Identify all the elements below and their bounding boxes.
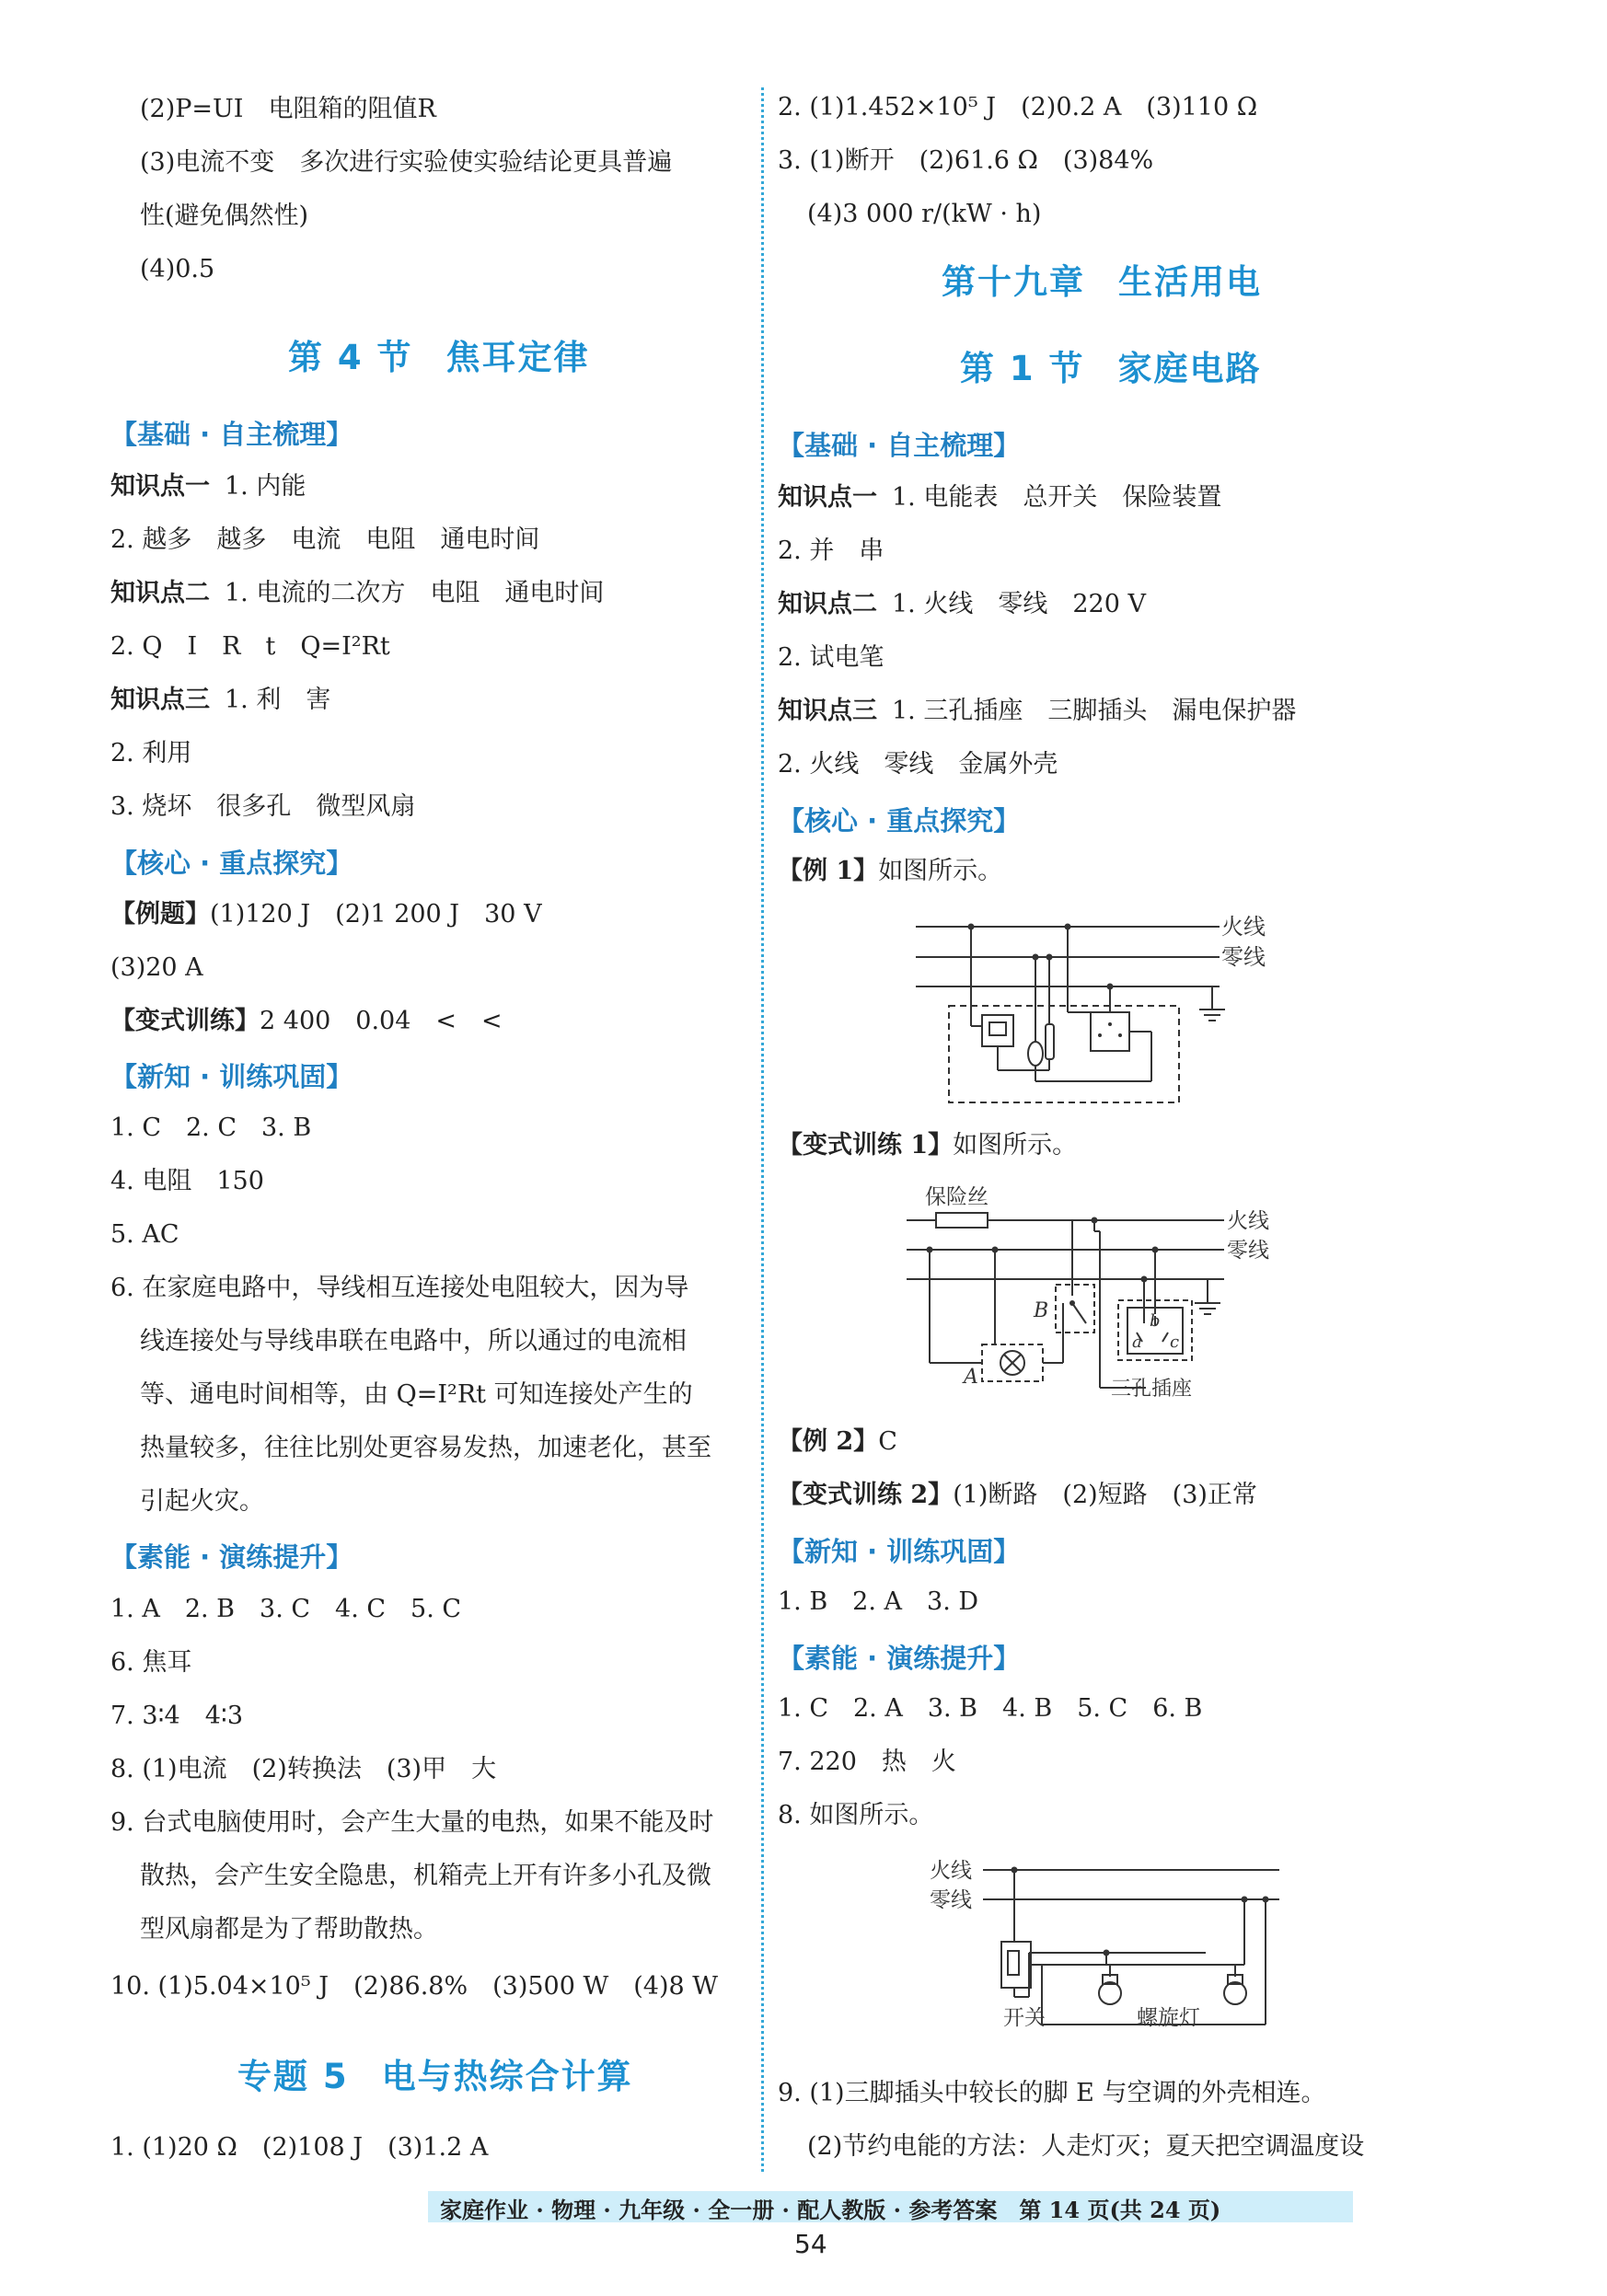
example-line (778, 1128, 1077, 1163)
section-name: 焦耳定律 (445, 338, 590, 377)
label-luoxuandeng: 螺旋灯 (1137, 2006, 1200, 2030)
answer-line: 等、通电时间相等，由 Q=I²Rt 可知连接处产生的 (140, 1380, 693, 1409)
example-text: 2 400 0.04 < < (260, 1007, 503, 1035)
chapter-title (942, 254, 1262, 304)
kp-text: 1. 利 害 (225, 686, 331, 714)
heading-jichu: 【基础 · 自主梳理】 (110, 419, 353, 450)
example-line (778, 854, 1002, 889)
answer-line: 2. Q I R t Q=I²Rt (110, 632, 390, 661)
answer-line: 9. (1)三脚插头中较长的脚 E 与空调的外壳相连。 (778, 2079, 1326, 2107)
answer-line: 6. 焦耳 (110, 1648, 192, 1677)
example-label: 【例 1】 (778, 857, 879, 885)
chapter-number: 第十九章 (942, 262, 1085, 302)
answer-line: 2. (1)1.452×10⁵ J (2)0.2 A (3)110 Ω (778, 93, 1258, 121)
answer-line: 5. AC (110, 1220, 179, 1249)
heading-xinzhi: 【新知 · 训练巩固】 (110, 1061, 353, 1092)
section-name: 家庭电路 (1117, 349, 1262, 388)
example-label: 【变式训练 1】 (778, 1131, 954, 1160)
answer-line: 10. (1)5.04×10⁵ J (2)86.8% (3)500 W (4)8 W (110, 1972, 718, 2001)
kp-label: 知识点一 (778, 483, 877, 512)
heading-suneng: 【素能 · 演练提升】 (110, 1541, 353, 1573)
section-title (960, 340, 1262, 390)
knowledge-point (110, 469, 306, 504)
answer-line: 1. (1)20 Ω (2)108 J (3)1.2 A (110, 2133, 489, 2162)
answer-line: 型风扇都是为了帮助散热。 (140, 1915, 438, 1944)
example-line (110, 897, 542, 932)
circuit-diagram-q8 (930, 1850, 1316, 2043)
label-b: b (1150, 1311, 1161, 1331)
topic-number: 专题 5 (237, 2057, 349, 2096)
answer-line: (3)20 A (110, 953, 203, 982)
example-text: (1)120 J (2)1 200 J 30 V (210, 900, 542, 929)
kp-text: 1. 火线 零线 220 V (892, 590, 1146, 618)
answer-line: 引起火灾。 (140, 1487, 264, 1516)
section-number: 第 4 节 (288, 338, 413, 377)
kp-label: 知识点二 (110, 579, 210, 607)
example-text: C (878, 1427, 897, 1456)
label-huoxian: 火线 (1227, 1209, 1269, 1233)
answer-line: 3. (1)断开 (2)61.6 Ω (3)84% (778, 146, 1154, 175)
answer-line: 6. 在家庭电路中，导线相互连接处电阻较大，因为导 (110, 1274, 689, 1302)
knowledge-point (778, 587, 1146, 622)
page-number: 54 (794, 2229, 827, 2259)
answer-line: 3. 烧坏 很多孔 微型风扇 (110, 792, 416, 821)
label-baoxiansi: 保险丝 (925, 1185, 988, 1209)
answer-line: 7. 220 热 火 (778, 1748, 956, 1776)
answer-line: 9. 台式电脑使用时，会产生大量的电热，如果不能及时 (110, 1808, 714, 1837)
topic-name: 电与热综合计算 (381, 2057, 633, 2096)
heading-jichu: 【基础 · 自主梳理】 (778, 430, 1021, 461)
answer-line: 1. C 2. C 3. B (110, 1113, 312, 1142)
knowledge-point (110, 683, 330, 718)
heading-hexin: 【核心 · 重点探究】 (778, 805, 1021, 836)
kp-label: 知识点二 (778, 590, 877, 618)
kp-label: 知识点三 (778, 697, 877, 725)
answer-line: (2)P=UI 电阻箱的阻值R (140, 95, 436, 123)
answer-line: 2. 火线 零线 金属外壳 (778, 750, 1058, 779)
answer-line: 散热，会产生安全隐患，机箱壳上开有许多小孔及微 (140, 1862, 711, 1890)
circuit-diagram-variant1 (907, 1176, 1293, 1406)
answer-line: 7. 3∶4 4∶3 (110, 1702, 244, 1730)
answer-line: 2. 并 串 (778, 537, 884, 565)
heading-xinzhi: 【新知 · 训练巩固】 (778, 1536, 1021, 1567)
knowledge-point (778, 694, 1296, 729)
example-line (778, 1425, 897, 1460)
knowledge-point (778, 480, 1221, 515)
answer-line: 线连接处与导线串联在电路中，所以通过的电流相 (140, 1327, 687, 1356)
section-number: 第 1 节 (960, 349, 1085, 388)
label-kaiguan: 开关 (1003, 2006, 1046, 2030)
topic-title (237, 2048, 633, 2098)
answer-line: (2)节约电能的方法：人走灯灭；夏天把空调温度设 (807, 2132, 1365, 2161)
example-label: 【变式训练】 (110, 1007, 260, 1035)
label-a: a (1132, 1333, 1142, 1352)
kp-text: 1. 三孔插座 三脚插头 漏电保护器 (892, 697, 1297, 725)
answer-line: (3)电流不变 多次进行实验使实验结论更具普遍 (140, 148, 673, 177)
answer-line: 2. 越多 越多 电流 电阻 通电时间 (110, 525, 540, 554)
heading-hexin: 【核心 · 重点探究】 (110, 848, 353, 879)
kp-text: 1. 电流的二次方 电阻 通电时间 (225, 579, 605, 607)
example-line (110, 1004, 503, 1039)
kp-label: 知识点一 (110, 472, 210, 501)
heading-suneng: 【素能 · 演练提升】 (778, 1643, 1021, 1674)
answer-line: (4)0.5 (140, 255, 215, 283)
label-sankong: 三孔插座 (1111, 1378, 1193, 1401)
answer-line: 热量较多，往往比别处更容易发热，加速老化，甚至 (140, 1434, 711, 1462)
label-c: c (1170, 1333, 1180, 1352)
answer-line: 8. (1)电流 (2)转换法 (3)甲 大 (110, 1755, 497, 1783)
example-line (778, 1478, 1257, 1513)
label-huoxian: 火线 (930, 1859, 972, 1883)
label-B: B (1034, 1299, 1049, 1322)
label-lingxian: 零线 (1227, 1239, 1269, 1263)
kp-label: 知识点三 (110, 686, 210, 714)
answer-line: 2. 利用 (110, 739, 192, 767)
answer-line: 8. 如图所示。 (778, 1801, 934, 1829)
answer-line: 1. A 2. B 3. C 4. C 5. C (110, 1595, 462, 1623)
label-lingxian: 零线 (1221, 944, 1266, 970)
circuit-diagram-example1 (916, 906, 1266, 1109)
answer-line: 1. B 2. A 3. D (778, 1587, 979, 1616)
chapter-name: 生活用电 (1118, 262, 1262, 302)
label-A: A (964, 1366, 978, 1389)
example-label: 【例题】 (110, 900, 210, 929)
knowledge-point (110, 576, 604, 611)
example-label: 【例 2】 (778, 1427, 879, 1456)
example-text: 如图所示。 (953, 1131, 1078, 1160)
example-text: (1)断路 (2)短路 (3)正常 (953, 1481, 1257, 1509)
answer-line: 4. 电阻 150 (110, 1167, 264, 1195)
footer-text: 家庭作业 · 物理 · 九年级 · 全一册 · 配人教版 · 参考答案 第 14 页(共 24 页) (440, 2197, 1221, 2223)
example-text: 如图所示。 (878, 857, 1003, 885)
kp-text: 1. 电能表 总开关 保险装置 (892, 483, 1222, 512)
answer-line: (4)3 000 r/(kW · h) (807, 200, 1042, 228)
label-huoxian: 火线 (1221, 914, 1266, 940)
answer-line: 性(避免偶然性) (140, 202, 309, 230)
answer-line: 2. 试电笔 (778, 643, 884, 672)
column-divider (761, 87, 764, 2172)
kp-text: 1. 内能 (225, 472, 306, 501)
section-title (288, 329, 590, 379)
label-lingxian: 零线 (930, 1888, 972, 1912)
example-label: 【变式训练 2】 (778, 1481, 954, 1509)
answer-line: 1. C 2. A 3. B 4. B 5. C 6. B (778, 1694, 1203, 1723)
